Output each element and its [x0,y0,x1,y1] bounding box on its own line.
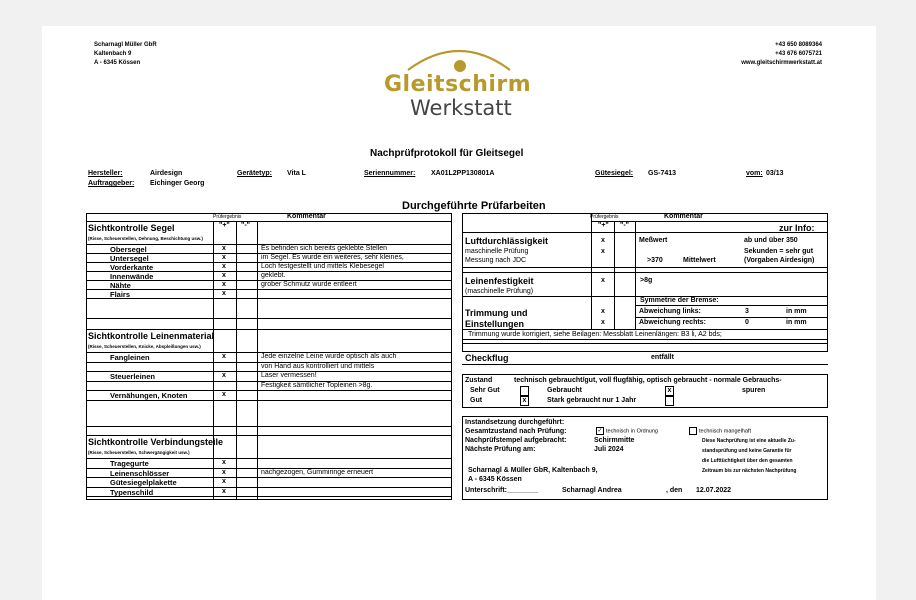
stempel-value: Schirmmitte [594,437,635,444]
segel-row-label: Flairs [110,290,131,299]
leinen-row-comment: Jede einzelne Leine wurde optisch als auch [261,353,397,360]
den-label: , den [666,487,683,494]
left-minus-header: "-" [241,222,250,229]
leinenfest-sub: (maschinelle Prüfung) [465,288,534,295]
trimm-links-unit: in mm [786,308,807,315]
segel-row-label: Obersegel [110,245,147,254]
leinen-title: Sichtkontrolle Leinenmaterial [88,331,215,341]
geraetetyp-label: Gerätetyp: [237,170,273,177]
luft-value: >370 [647,257,663,264]
unterschrift-value: Scharnagl Andrea [562,487,622,494]
company-name: Scharnagl Müller GbR [94,42,157,48]
luft-info-2: Sekunden = sehr gut [744,248,814,255]
row-divider [86,289,452,290]
right-kommentar-header: Kommentar [664,213,703,220]
unterschrift-label: Unterschrift:________ [465,487,539,494]
trimm-note: Trimmung wurde korrigiert, siehe Beilagen: Messblatt Leinenlängen: B3 li, A2 bds; [468,331,722,338]
trimm-links-value: 3 [745,308,749,315]
luft-mark-2: x [601,248,605,255]
verbindung-row-label: Gütesiegelplakette [110,478,177,487]
phone-2: +43 676 6075721 [775,51,822,57]
seriennummer-label: Seriennummer: [364,170,416,177]
logo-arc-icon [404,40,514,76]
luft-sub1: maschinelle Prüfung [465,248,529,255]
row-divider [86,496,452,497]
seriennummer-value: XA01L2PP130801A [431,170,495,177]
verbindung-row-mark: x [222,468,226,476]
auftraggeber-value: Eichinger Georg [150,180,205,187]
checkbox-icon [689,427,697,435]
leinen-row-comment: Festigkeit sämtlicher Topleinen >8g. [261,381,373,389]
stark-checkbox[interactable] [665,396,674,406]
leinen-row-mark: x [222,391,226,399]
segel-row-comment: im Segel. Es wurde ein weiteres, sehr kleines, [261,254,404,261]
logo-text-bottom: Werkstatt [410,96,512,120]
datum-value: 12.07.2022 [696,487,732,494]
leinenfest-mark: x [601,277,605,284]
luft-info-1: ab und über 350 [744,237,798,244]
right-pruefergebnis-label: Prüfergebnis [590,214,619,220]
trimm-rechts-label: Abweichung rechts: [639,319,706,326]
gebraucht-checkbox[interactable]: x [665,386,674,396]
segel-row-mark: x [222,281,226,288]
hersteller-value: Airdesign [150,170,183,177]
protocol-page [42,26,876,600]
website: www.gleitschirmwerkstatt.at [741,60,822,66]
zustand-sehr-gut: Sehr Gut [470,387,500,394]
company-city: A - 6345 Kössen [94,60,141,66]
verbindung-row-mark: x [222,459,226,466]
zustand-gebraucht: Gebraucht [547,387,583,394]
auftraggeber-label: Auftraggeber: [88,180,135,187]
gesamt-label: Gesamtzustand nach Prüfung: [465,428,567,435]
zustand-gut: Gut [470,397,483,404]
guetesiegel-value: GS-7413 [648,170,677,177]
checkflug-label: Checkflug [465,353,509,363]
phone-1: +43 650 8089364 [775,42,822,48]
luft-info-3: (Vorgaben Airdesign) [744,257,815,264]
vom-label: vom: [746,170,763,177]
segel-row-mark: x [222,254,226,261]
hinweis-line-1: Diese Nachprüfung ist eine aktuelle Zu- [702,438,796,444]
technisch-ok-option[interactable]: ✓ technisch in Ordnung [597,428,658,435]
trimm-title-1: Trimmung und [465,308,528,318]
luft-messwert: Meßwert [639,237,668,244]
segel-title: Sichtkontrolle Segel [88,223,175,233]
segel-row-label: Nähte [110,281,131,290]
leinen-row-label: Fangleinen [110,353,150,362]
segel-row-comment: Loch festgestellt und mittels Klebesegel [261,263,384,270]
leinen-row-label: Vernähungen, Knoten [110,391,188,401]
vom-value: 03/13 [766,170,784,177]
verbindung-subtitle: (Risse, Scheuerstellen, Schwergängigkeit usw.) [88,450,190,455]
leinen-row-comment: Laser vermessen! [261,372,317,380]
verbindung-row-label: Tragegurte [110,459,149,468]
gut-checkbox[interactable]: x [520,396,529,406]
sehr-gut-checkbox[interactable] [520,386,529,396]
row-divider [86,298,452,299]
leinenfest-title: Leinenfestigkeit [465,276,534,286]
addr-line-1: Scharnagl & Müller GbR, Kaltenbach 9, [468,467,598,474]
segel-row-label: Untersegel [110,254,149,263]
trimm-mark-2: x [601,319,605,326]
guetesiegel-label: Gütesiegel: [595,170,634,177]
segel-row-comment: geklebt. [261,272,286,279]
naechste-value: Juli 2024 [594,446,624,453]
trimm-rechts-value: 0 [745,319,749,326]
left-plus-header: "+" [219,222,230,229]
zustand-label: Zustand [465,377,493,384]
instand-title: Instandsetzung durchgeführt: [465,419,565,426]
check-icon: ✓ [597,428,603,434]
zur-info-label: zur Info: [779,223,815,233]
hinweis-line-4: Zeitraum bis zur nächsten Nachprüfung [702,468,797,474]
hinweis-line-2: standsprüfung und keine Garantie für [702,448,792,454]
verbindung-row-label: Typenschild [110,487,154,497]
segel-row-mark: x [222,263,226,270]
verbindung-row-comment: nachgezogen, Gummiringe erneuert [261,468,374,476]
segel-row-label: Vorderkante [110,263,154,272]
segel-row-comment: Es befinden sich bereits geklebte Stellen [261,245,388,252]
verbindung-row-label: Leinenschlösser [110,468,170,478]
luft-title: Luftdurchlässigkeit [465,236,549,246]
trimm-links-label: Abweichung links: [639,308,701,315]
segel-row-label: Innenwände [110,272,154,281]
leinen-row-mark: x [222,353,226,360]
page-title: Nachprüfprotokoll für Gleitsegel [370,148,524,159]
segel-row-mark: x [222,245,226,252]
right-plus-header: "+" [598,222,609,229]
geraetetyp-value: Vita L [287,170,306,177]
trimm-rechts-unit: in mm [786,319,807,326]
verbindung-row-mark: x [222,478,226,485]
zustand-text: technisch gebraucht/gut, voll flugfähig, optisch gebraucht - normale Gebrauchs- [514,377,782,384]
trimm-symmetrie: Symmetrie der Bremse: [640,297,719,304]
naechste-label: Nächste Prüfung am: [465,446,536,453]
leinen-subtitle: (Risse, Scheuerstellen, Knicke, Abspleißungen usw.) [88,344,201,349]
hinweis-line-3: die Lufttüchtigkeit über den gesamten [702,458,793,464]
luft-mittelwert: Mittelwert [683,257,716,264]
leinen-row-mark: x [222,372,226,380]
luft-mark-1: x [601,237,605,244]
segel-row-mark: x [222,272,226,279]
segel-subtitle: (Risse, Scheuerstellen, Dehnung, Beschichtung usw.) [88,236,203,241]
left-kommentar-header: Kommentar [287,213,326,220]
stempel-label: Nachprüfstempel aufgebracht: [465,437,567,444]
zustand-spuren: spuren [742,387,766,394]
right-minus-header: "-" [620,222,629,229]
addr-line-2: A - 6345 Kössen [468,476,522,483]
leinen-row-label: Steuerleinen [110,372,156,382]
technisch-mangelhaft-option[interactable]: technisch mangelhaft [689,427,751,435]
leinenfest-value: >8g [640,277,653,284]
company-street: Kaltenbach 9 [94,51,132,57]
trimm-mark-1: x [601,308,605,315]
leinen-row-comment: von Hand aus kontrolliert und mittels [261,362,375,370]
hersteller-label: Hersteller: [88,170,123,177]
verbindung-title: Sichtkontrolle Verbindungsteile [88,437,224,447]
trimm-title-2: Einstellungen [465,319,525,329]
logo-text-top: Gleitschirm [384,72,532,97]
checkflug-value: entfällt [651,354,674,361]
section-title: Durchgeführte Prüfarbeiten [402,200,546,212]
left-pruefergebnis-label: Prüfergebnis [213,214,242,220]
segel-row-mark: x [222,290,226,297]
segel-row-comment: grober Schmutz wurde entleert [261,281,357,288]
row-divider [86,400,452,401]
luft-sub2: Messung nach JDC [465,257,527,264]
zustand-stark: Stark gebraucht nur 1 Jahr [547,397,637,404]
verbindung-row-mark: x [222,487,226,495]
